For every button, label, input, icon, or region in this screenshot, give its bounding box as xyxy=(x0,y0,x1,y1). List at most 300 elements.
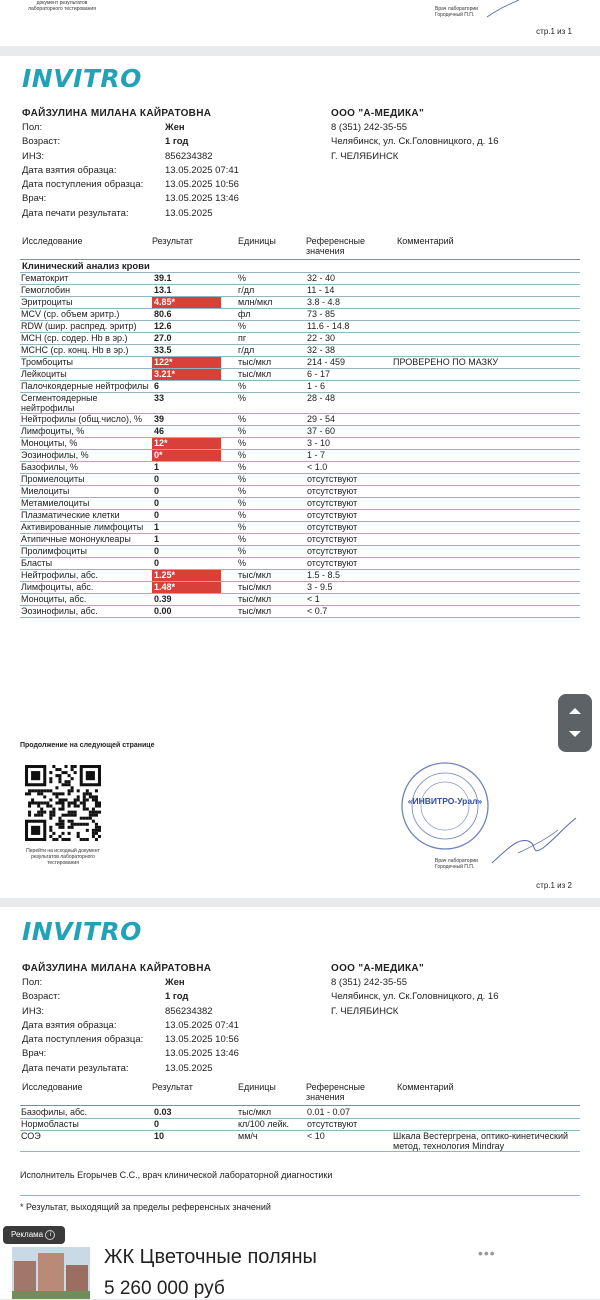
ad-thumbnail[interactable] xyxy=(12,1247,90,1299)
info-label: Пол: xyxy=(22,977,43,988)
test-name-cell: Миелоциты xyxy=(20,486,152,498)
test-name-cell: Бласты xyxy=(20,558,152,570)
table-row xyxy=(20,558,580,570)
reference-range-cell: < 10 xyxy=(307,1131,393,1152)
unit-cell: % xyxy=(238,534,307,546)
result-value-cell xyxy=(152,606,238,618)
result-value: 39 xyxy=(154,414,165,424)
reference-range-cell: < 1 xyxy=(307,594,393,606)
unit-cell: тыс/мкл xyxy=(238,606,307,618)
unit-cell: млн/мкл xyxy=(238,297,307,309)
reference-range-cell: 73 - 85 xyxy=(307,309,393,321)
test-name-cell: Базофилы, % xyxy=(20,462,152,474)
stamp-image xyxy=(399,760,491,852)
info-value: 13.05.2025 10:56 xyxy=(165,1034,239,1046)
comment-cell xyxy=(393,381,580,393)
flagged-result-value: 4.85* xyxy=(152,297,221,308)
test-name-cell: Эритроциты xyxy=(20,297,152,309)
table-row xyxy=(20,486,580,498)
result-value: 10 xyxy=(154,1131,165,1141)
reference-range-cell: 3 - 9.5 xyxy=(307,582,393,594)
footnote: * Результат, выходящий за пределы референсных значений xyxy=(20,1202,271,1212)
comment-cell xyxy=(393,1119,580,1131)
table-row xyxy=(20,285,580,297)
test-name-cell: Пролимфоциты xyxy=(20,546,152,558)
unit-cell: % xyxy=(238,426,307,438)
comment-cell xyxy=(393,297,580,309)
results-table xyxy=(20,273,580,618)
header-units: Единицы xyxy=(238,1082,276,1092)
result-value-cell xyxy=(152,594,238,606)
info-value: 13.05.2025 07:41 xyxy=(165,164,239,176)
header-result: Результат xyxy=(152,1082,193,1092)
result-value-cell xyxy=(152,522,238,534)
result-value: 0 xyxy=(154,546,160,556)
reference-range-cell: 1 - 6 xyxy=(307,381,393,393)
reference-range-cell: 32 - 38 xyxy=(307,345,393,357)
reference-range-cell: 32 - 40 xyxy=(307,273,393,285)
table-row xyxy=(20,414,580,426)
comment-cell xyxy=(393,486,580,498)
test-name-cell: Плазматические клетки xyxy=(20,510,152,522)
comment-cell xyxy=(393,1107,580,1119)
test-name-cell: Гемоглобин xyxy=(20,285,152,297)
result-value-cell xyxy=(152,321,238,333)
result-value-cell xyxy=(152,426,238,438)
table-row xyxy=(20,333,580,345)
org-details xyxy=(331,121,499,164)
unit-cell: пг xyxy=(238,333,307,345)
comment-cell xyxy=(393,345,580,357)
result-value-cell xyxy=(152,357,238,369)
page-1-fragment xyxy=(0,0,600,46)
info-value: 13.05.2025 10:56 xyxy=(165,179,239,191)
test-name-cell: Палочкоядерные нейтрофилы xyxy=(20,381,152,393)
unit-cell: % xyxy=(238,474,307,486)
header-ref-line1: Референсные xyxy=(306,1082,365,1092)
test-name-cell: Метамиелоциты xyxy=(20,498,152,510)
result-value-cell xyxy=(152,438,238,450)
executor-line: Исполнитель Егорычев С.С., врач клинической лабораторной диагностики xyxy=(20,1170,333,1180)
comment-cell xyxy=(393,273,580,285)
header-ref-line2: значения xyxy=(306,1092,345,1102)
info-label: Дата печати результата: xyxy=(22,1062,129,1074)
flagged-result-value: 0* xyxy=(152,450,221,461)
info-value: Жен xyxy=(165,977,185,988)
result-value-cell xyxy=(152,393,238,414)
table-row xyxy=(20,369,580,381)
comment-cell xyxy=(393,546,580,558)
chevron-up-icon[interactable] xyxy=(568,706,582,715)
ad-price: 5 260 000 руб xyxy=(104,1278,225,1299)
result-value-cell xyxy=(152,570,238,582)
result-value: 6 xyxy=(154,381,160,391)
info-value: 13.05.2025 13:46 xyxy=(165,193,239,205)
reference-range-cell: отсутствуют xyxy=(307,558,393,570)
test-name-cell: Эозинофилы, % xyxy=(20,450,152,462)
table-header xyxy=(0,236,600,260)
result-value: 80.6 xyxy=(154,309,172,319)
comment-cell: ПРОВЕРЕНО ПО МАЗКУ xyxy=(393,357,580,369)
header-units: Единицы xyxy=(238,236,276,246)
result-value: 0.39 xyxy=(154,594,172,604)
unit-cell: г/дл xyxy=(238,285,307,297)
info-label: Врач: xyxy=(22,1048,47,1060)
test-name-cell: MCH (ср. содер. Hb в эр.) xyxy=(20,333,152,345)
result-value-cell xyxy=(152,558,238,570)
reference-range-cell: отсутствуют xyxy=(307,1119,393,1131)
table-row xyxy=(20,462,580,474)
result-value-cell xyxy=(152,1107,238,1119)
comment-cell xyxy=(393,426,580,438)
table-row xyxy=(20,498,580,510)
unit-cell: % xyxy=(238,321,307,333)
reference-range-cell: отсутствуют xyxy=(307,534,393,546)
result-value-cell xyxy=(152,297,238,309)
header-ref xyxy=(306,236,365,256)
result-value: 39.1 xyxy=(154,273,172,283)
unit-cell: % xyxy=(238,381,307,393)
comment-cell xyxy=(393,438,580,450)
signer-caption: Врач лаборатории Городечный П.П. xyxy=(435,6,478,18)
unit-cell: кл/100 лейк. xyxy=(238,1119,307,1131)
header-ref-line1: Референсные xyxy=(306,236,365,246)
info-label: ИНЗ: xyxy=(22,1005,45,1017)
unit-cell: % xyxy=(238,438,307,450)
test-name-cell: Сегментоядерные нейтрофилы xyxy=(20,393,152,414)
table-row xyxy=(20,606,580,618)
table-row xyxy=(20,321,580,333)
header-ref xyxy=(306,1082,365,1102)
unit-cell: % xyxy=(238,462,307,474)
reference-range-cell: отсутствуют xyxy=(307,498,393,510)
comment-cell xyxy=(393,285,580,297)
header-divider xyxy=(20,1105,580,1106)
table-row xyxy=(20,582,580,594)
reference-range-cell: 1 - 7 xyxy=(307,450,393,462)
result-value-cell xyxy=(152,498,238,510)
unit-cell: тыс/мкл xyxy=(238,582,307,594)
reference-range-cell: < 1.0 xyxy=(307,462,393,474)
info-value: 13.05.2025 xyxy=(165,1062,213,1074)
comment-cell xyxy=(393,393,580,414)
comment-cell xyxy=(393,462,580,474)
unit-cell: % xyxy=(238,486,307,498)
unit-cell: мм/ч xyxy=(238,1131,307,1152)
invitro-logo: INVITRO xyxy=(22,64,142,93)
table-row xyxy=(20,510,580,522)
test-name-cell: Нормобласты xyxy=(20,1119,152,1131)
qr-code[interactable] xyxy=(25,765,101,841)
result-value: 0 xyxy=(154,498,160,508)
section-title: Клинический анализ крови xyxy=(22,261,150,272)
org-name: ООО "А-МЕДИКА" xyxy=(331,108,424,119)
reference-range-cell: отсутствуют xyxy=(307,474,393,486)
result-value: 0.03 xyxy=(154,1107,172,1117)
result-value-cell xyxy=(152,285,238,297)
info-label: Дата взятия образца: xyxy=(22,1019,117,1031)
comment-cell xyxy=(393,570,580,582)
signature-image xyxy=(488,808,578,868)
reference-range-cell: 29 - 54 xyxy=(307,414,393,426)
info-label: Возраст: xyxy=(22,991,61,1003)
header-ref-line2: значения xyxy=(306,246,345,256)
result-value-cell xyxy=(152,345,238,357)
test-name-cell: Тромбоциты xyxy=(20,357,152,369)
result-value: 12.6 xyxy=(154,321,172,331)
table-row xyxy=(20,357,580,369)
result-value-cell xyxy=(152,474,238,486)
results-table xyxy=(20,1107,580,1152)
table-row xyxy=(20,426,580,438)
result-value: 0 xyxy=(154,1119,160,1129)
result-value-cell xyxy=(152,486,238,498)
ad-label[interactable] xyxy=(3,1226,65,1244)
comment-cell xyxy=(393,321,580,333)
comment-cell xyxy=(393,474,580,486)
comment-cell xyxy=(393,498,580,510)
result-value: 0 xyxy=(154,510,160,520)
reference-range-cell: 11 - 14 xyxy=(307,285,393,297)
result-value-cell xyxy=(152,369,238,381)
result-value: 33.5 xyxy=(154,345,172,355)
org-details xyxy=(331,976,499,1019)
test-name-cell: Базофилы, абс. xyxy=(20,1107,152,1119)
unit-cell: % xyxy=(238,273,307,285)
test-name-cell: Моноциты, % xyxy=(20,438,152,450)
executor-divider xyxy=(20,1195,580,1196)
table-header xyxy=(0,1082,600,1106)
unit-cell: тыс/мкл xyxy=(238,1107,307,1119)
table-row xyxy=(20,474,580,486)
signature-image xyxy=(485,0,525,18)
result-value: 1 xyxy=(154,534,160,544)
reference-range-cell: отсутствуют xyxy=(307,510,393,522)
result-value-cell xyxy=(152,333,238,345)
result-value-cell xyxy=(152,1119,238,1131)
continued-note: Продолжение на следующей странице xyxy=(20,742,155,749)
result-value-cell xyxy=(152,462,238,474)
info-label: Возраст: xyxy=(22,136,61,148)
result-value-cell xyxy=(152,534,238,546)
result-value-cell xyxy=(152,414,238,426)
unit-cell: % xyxy=(238,393,307,414)
ad-banner[interactable] xyxy=(0,1219,600,1299)
result-value-cell xyxy=(152,381,238,393)
unit-cell: тыс/мкл xyxy=(238,570,307,582)
test-name-cell: СОЭ xyxy=(20,1131,152,1152)
org-address: Челябинск, ул. Ск.Головницкого, д. 16 xyxy=(331,991,499,1003)
table-row xyxy=(20,594,580,606)
flagged-result-value: 122* xyxy=(152,357,221,368)
signer-caption: Врач лаборатории Городечный П.П. xyxy=(435,858,478,870)
qr-caption: документ результатов лабораторного тестирования xyxy=(28,0,96,12)
table-row xyxy=(20,522,580,534)
unit-cell: тыс/мкл xyxy=(238,357,307,369)
unit-cell: % xyxy=(238,522,307,534)
info-label: Дата печати результата: xyxy=(22,207,129,219)
org-city: Г. ЧЕЛЯБИНСК xyxy=(331,1005,399,1017)
info-value: 13.05.2025 07:41 xyxy=(165,1019,239,1031)
org-name: ООО "А-МЕДИКА" xyxy=(331,963,424,974)
reference-range-cell: 214 - 459 xyxy=(307,357,393,369)
chevron-down-icon[interactable] xyxy=(568,730,582,739)
test-name-cell: Эозинофилы, абс. xyxy=(20,606,152,618)
result-value: 46 xyxy=(154,426,165,436)
test-name-cell: RDW (шир. распред. эритр) xyxy=(20,321,152,333)
page-number: стр.1 из 2 xyxy=(536,881,572,890)
test-name-cell: Лейкоциты xyxy=(20,369,152,381)
comment-cell xyxy=(393,594,580,606)
test-name-cell: Гематокрит xyxy=(20,273,152,285)
flagged-result-value: 12* xyxy=(152,438,221,449)
info-label: ИНЗ: xyxy=(22,150,45,162)
table-row xyxy=(20,393,580,414)
table-row xyxy=(20,273,580,285)
info-value: 13.05.2025 xyxy=(165,207,213,219)
comment-cell: Шкала Вестергрена, оптико-кинетический метод, технология Mindray xyxy=(393,1131,580,1152)
unit-cell: тыс/мкл xyxy=(238,594,307,606)
comment-cell xyxy=(393,333,580,345)
reference-range-cell: 3.8 - 4.8 xyxy=(307,297,393,309)
info-value: 856234382 xyxy=(165,1005,213,1017)
reference-range-cell: 11.6 - 14.8 xyxy=(307,321,393,333)
info-label: Дата взятия образца: xyxy=(22,164,117,176)
table-row xyxy=(20,450,580,462)
info-label: Дата поступления образца: xyxy=(22,1034,144,1046)
unit-cell: % xyxy=(238,510,307,522)
table-row xyxy=(20,345,580,357)
test-name-cell: MCHC (ср. конц. Hb в эр.) xyxy=(20,345,152,357)
comment-cell xyxy=(393,369,580,381)
result-value: 33 xyxy=(154,393,165,403)
info-label: Пол: xyxy=(22,122,43,133)
result-value: 0 xyxy=(154,474,160,484)
result-value-cell xyxy=(152,1131,238,1152)
org-phone: 8 (351) 242-35-55 xyxy=(331,122,408,133)
more-dots-icon[interactable]: ••• xyxy=(478,1245,496,1261)
test-name-cell: Нейтрофилы, абс. xyxy=(20,570,152,582)
result-value: 27.0 xyxy=(154,333,172,343)
result-value: 0.00 xyxy=(154,606,172,616)
header-test: Исследование xyxy=(22,236,83,246)
patient-info xyxy=(22,976,239,1076)
reference-range-cell: 6 - 17 xyxy=(307,369,393,381)
table-row xyxy=(20,1119,580,1131)
result-value: 1 xyxy=(154,522,160,532)
info-value: 856234382 xyxy=(165,150,213,162)
info-icon[interactable]: i xyxy=(45,1230,55,1240)
reference-range-cell: 28 - 48 xyxy=(307,393,393,414)
table-row xyxy=(20,546,580,558)
test-name-cell: Лимфоциты, абс. xyxy=(20,582,152,594)
comment-cell xyxy=(393,558,580,570)
test-name-cell: Промиелоциты xyxy=(20,474,152,486)
result-value: 0 xyxy=(154,558,160,568)
org-phone: 8 (351) 242-35-55 xyxy=(331,977,408,988)
scroll-controls xyxy=(558,694,592,752)
unit-cell: фл xyxy=(238,309,307,321)
test-name-cell: Моноциты, абс. xyxy=(20,594,152,606)
comment-cell xyxy=(393,522,580,534)
test-name-cell: MCV (ср. объем эритр.) xyxy=(20,309,152,321)
header-result: Результат xyxy=(152,236,193,246)
table-row xyxy=(20,1107,580,1119)
result-value-cell xyxy=(152,273,238,285)
stamp-text: «ИНВИТРО-Урал» xyxy=(407,796,483,806)
test-name-cell: Лимфоциты, % xyxy=(20,426,152,438)
table-row xyxy=(20,297,580,309)
comment-cell xyxy=(393,309,580,321)
header-comment: Комментарий xyxy=(397,1082,454,1092)
info-value: Жен xyxy=(165,122,185,133)
patient-name: ФАЙЗУЛИНА МИЛАНА КАЙРАТОВНА xyxy=(22,108,212,119)
table-row xyxy=(20,1131,580,1152)
qr-caption: Перейти на исходный документ результатов лабораторного тестирования xyxy=(26,848,100,866)
result-value: 13.1 xyxy=(154,285,172,295)
reference-range-cell: 37 - 60 xyxy=(307,426,393,438)
test-name-cell: Активированные лимфоциты xyxy=(20,522,152,534)
comment-cell xyxy=(393,510,580,522)
header-test: Исследование xyxy=(22,1082,83,1092)
flagged-result-value: 1.48* xyxy=(152,582,221,593)
test-name-cell: Атипичные мононуклеары xyxy=(20,534,152,546)
unit-cell: % xyxy=(238,450,307,462)
result-value-cell xyxy=(152,546,238,558)
result-value-cell xyxy=(152,309,238,321)
patient-name: ФАЙЗУЛИНА МИЛАНА КАЙРАТОВНА xyxy=(22,963,212,974)
info-value: 1 год xyxy=(165,991,189,1003)
reference-range-cell: 22 - 30 xyxy=(307,333,393,345)
reference-range-cell: отсутствуют xyxy=(307,546,393,558)
ad-label-text: Реклама xyxy=(11,1230,44,1239)
flagged-result-value: 3.21* xyxy=(152,369,221,380)
header-divider xyxy=(20,259,580,260)
reference-range-cell: 0.01 - 0.07 xyxy=(307,1107,393,1119)
org-address: Челябинск, ул. Ск.Головницкого, д. 16 xyxy=(331,136,499,148)
unit-cell: г/дл xyxy=(238,345,307,357)
comment-cell xyxy=(393,450,580,462)
unit-cell: % xyxy=(238,546,307,558)
flagged-result-value: 1.25* xyxy=(152,570,221,581)
table-row xyxy=(20,438,580,450)
reference-range-cell: 1.5 - 8.5 xyxy=(307,570,393,582)
info-label: Врач: xyxy=(22,193,47,205)
table-row xyxy=(20,570,580,582)
result-value-cell xyxy=(152,582,238,594)
unit-cell: % xyxy=(238,498,307,510)
invitro-logo: INVITRO xyxy=(22,917,142,946)
reference-range-cell: отсутствуют xyxy=(307,522,393,534)
info-value: 1 год xyxy=(165,136,189,148)
ad-title[interactable]: ЖК Цветочные поляны xyxy=(104,1246,317,1268)
table-row xyxy=(20,309,580,321)
unit-cell: % xyxy=(238,558,307,570)
comment-cell xyxy=(393,534,580,546)
page-2 xyxy=(0,56,600,898)
result-value-cell xyxy=(152,450,238,462)
page-number: стр.1 из 1 xyxy=(536,27,572,36)
result-value-cell xyxy=(152,510,238,522)
table-row xyxy=(20,381,580,393)
result-value: 1 xyxy=(154,462,160,472)
unit-cell: тыс/мкл xyxy=(238,369,307,381)
comment-cell xyxy=(393,606,580,618)
unit-cell: % xyxy=(238,414,307,426)
test-name-cell: Нейтрофилы (общ.число), % xyxy=(20,414,152,426)
reference-range-cell: 3 - 10 xyxy=(307,438,393,450)
reference-range-cell: < 0.7 xyxy=(307,606,393,618)
